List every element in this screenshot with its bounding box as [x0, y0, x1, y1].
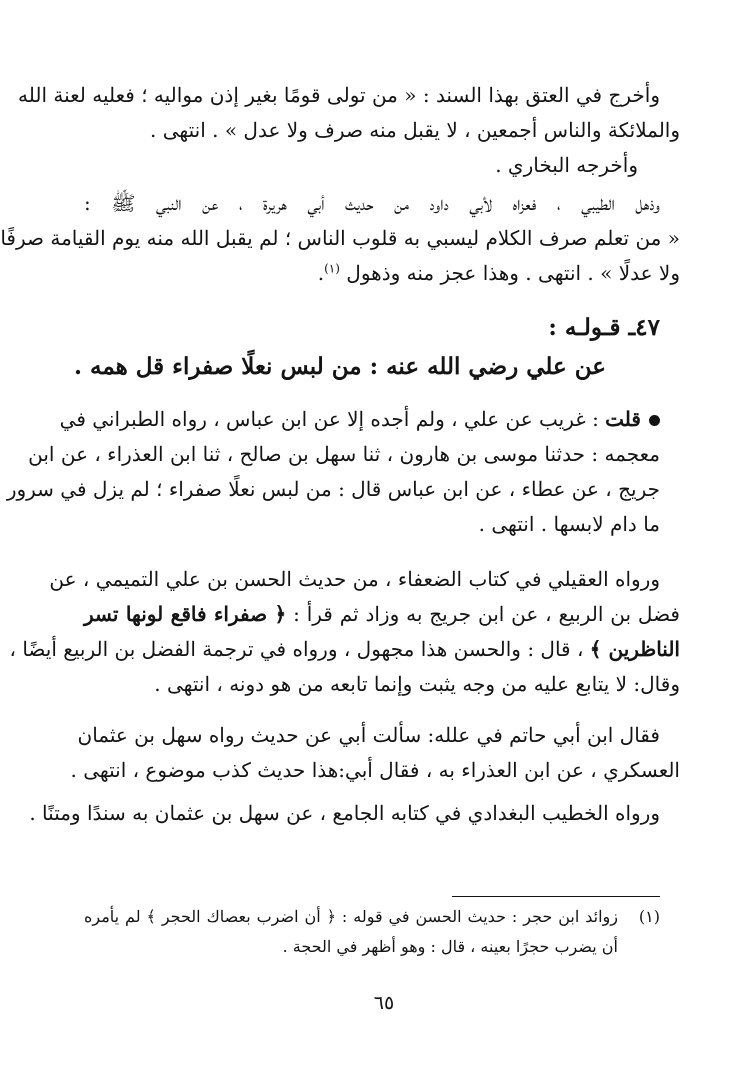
paragraph-1-line-3: وأخرجه البخاري . — [495, 153, 638, 177]
paragraph-3 — [6, 402, 660, 542]
paragraph-1 — [18, 78, 680, 183]
paragraph-4-line-1: ورواه العقيلي في كتاب الضعفاء ، من حديث الحسن بن علي التميمي ، عن — [49, 567, 660, 591]
paragraph-4-line-3-end: ، قال : والحسن هذا مجهول ، ورواه في ترجمة الفضل بن الربيع أيضًا ، — [9, 637, 584, 661]
paragraph-3-line-1-text: : غريب عن علي ، ولم أجده إلا عن ابن عباس ، رواه الطبراني في — [59, 407, 599, 431]
section-number-heading: ٤٧ـ قـولـه : — [548, 314, 660, 341]
paragraph-2-line-1: وذهل الطيبي ، فعزاه لأبي داود من حديث أبي هريرة ، عن النبي ﷺ : — [84, 191, 660, 215]
paragraph-1-line-1: وأخرج في العتق بهذا السند : « من تولى قومًا بغير إذن مواليه ؛ فعليه لعنة الله — [18, 83, 660, 107]
paragraph-3-line-3: جريج ، عن عطاء ، عن ابن عباس قال : من لبس نعلًا صفراء ؛ لم يزل في سرور — [6, 477, 660, 501]
footnote — [84, 902, 660, 962]
quran-verse-part-2: الناظرين ﴾ — [589, 637, 680, 661]
paragraph-4-line-2 — [84, 597, 680, 632]
paragraph-2-line-2: « من تعلم صرف الكلام ليسبي به قلوب الناس ؛ لم يقبل الله منه يوم القيامة صرفًا — [0, 226, 680, 250]
paragraph-2-line-3-text: ولا عدلًا » . انتهى . وهذا عجز منه وذهول — [346, 261, 680, 285]
footnote-body — [84, 902, 618, 962]
paragraph-3-lead: قلت — [605, 407, 641, 431]
paragraph-5-line-1: فقال ابن أبي حاتم في علله: سألت أبي عن حديث رواه سهل بن عثمان — [77, 723, 660, 747]
bullet-icon — [649, 415, 660, 426]
paragraph-1-line-2: والملائكة والناس أجمعين ، لا يقبل منه صرف ولا عدل » . انتهى . — [150, 118, 680, 142]
quran-verse-part-1: ﴿ صفراء فاقع لونها تسر — [84, 602, 287, 626]
paragraph-2-line-3-end: . — [317, 261, 325, 285]
paragraph-5-line-2: العسكري ، عن ابن العذراء به ، فقال أبي:هذا حديث كذب موضوع ، انتهى . — [70, 758, 680, 782]
paragraph-3-line-2: معجمه : حدثنا موسى بن هارون ، ثنا سهل بن صالح ، ثنا ابن العذراء ، عن ابن — [28, 442, 660, 466]
paragraph-2 — [0, 186, 680, 291]
footnote-separator — [452, 896, 660, 897]
paragraph-4-line-4: وقال: لا يتابع عليه من وجه يثبت وإنما تابعه من هو دونه ، انتهى . — [154, 672, 680, 696]
paragraph-3-line-1 — [59, 402, 660, 437]
footnote-line-2: أن يضرب حجرًا بعينه ، قال : وهو أظهر في الحجة . — [282, 937, 618, 956]
paragraph-4-line-2-start: فضل بن الربيع ، عن ابن جريج به وزاد ثم قرأ : — [293, 602, 680, 626]
paragraph-6 — [29, 796, 660, 831]
paragraph-4-line-3 — [9, 632, 680, 667]
paragraph-3-line-4: ما دام لابسها . انتهى . — [478, 512, 660, 536]
paragraph-2-line-3 — [84, 256, 680, 291]
paragraph-4 — [9, 562, 680, 702]
section-quote-heading: عن علي رضي الله عنه : من لبس نعلًا صفراء قل همه . — [73, 353, 606, 380]
page-number: ٦٥ — [373, 992, 395, 1014]
footnote-line-1: زوائد ابن حجر : حديث الحسن في قوله : ﴿ أن اضرب بعصاك الحجر ﴾ لم يأمره — [84, 907, 618, 926]
footnote-reference[interactable]: (١) — [324, 261, 340, 276]
paragraph-6-line-1: ورواه الخطيب البغدادي في كتابه الجامع ، عن سهل بن عثمان به سندًا ومتنًا . — [29, 801, 660, 825]
paragraph-5 — [70, 718, 680, 788]
footnote-number: (١) — [638, 907, 660, 926]
